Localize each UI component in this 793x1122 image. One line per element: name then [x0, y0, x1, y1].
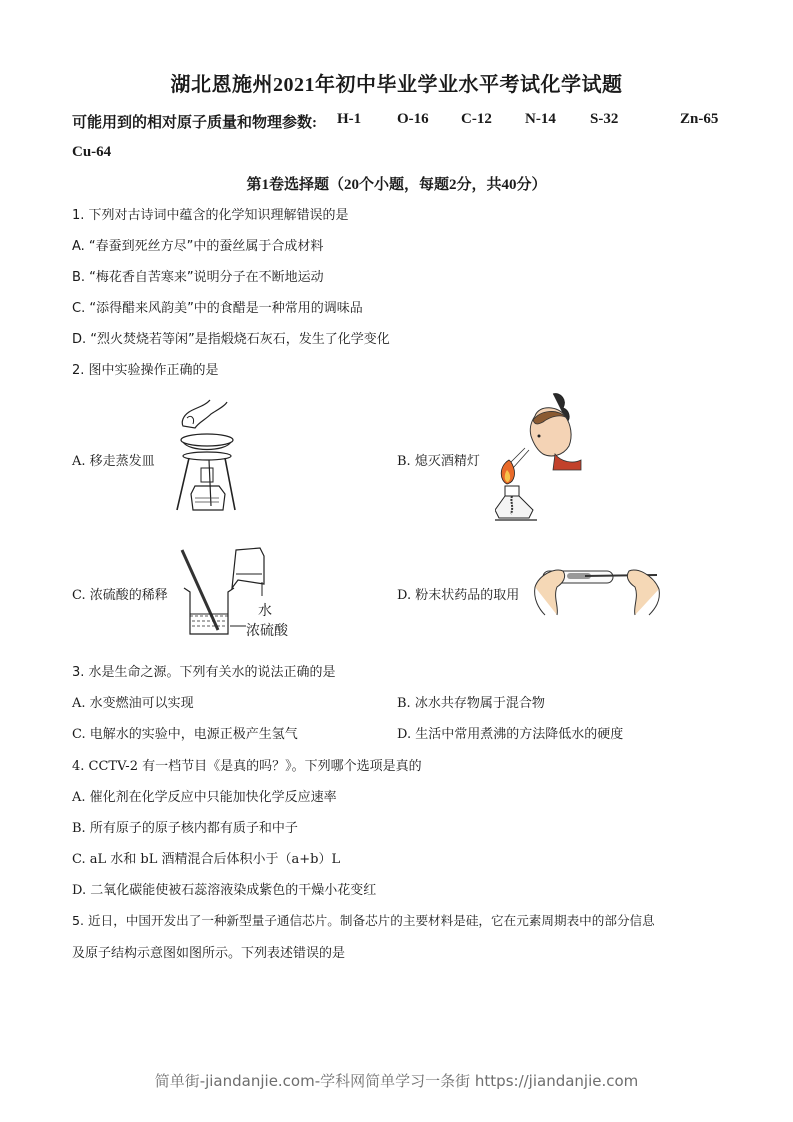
q2-option-a: A. 移走蒸发皿	[72, 454, 155, 469]
q3-option-a: A. 水变燃油可以实现	[72, 696, 194, 711]
question-3-stem: 3. 水是生命之源。下列有关水的说法正确的是	[72, 665, 336, 680]
q4-option-b: B. 所有原子的原子核内都有质子和中子	[72, 821, 298, 836]
q3-option-b: B. 冰水共存物属于混合物	[397, 696, 545, 711]
q4-option-d: D. 二氧化碳能使被石蕊溶液染成紫色的干燥小花变红	[72, 883, 377, 898]
q2-option-c: C. 浓硫酸的稀释	[72, 588, 168, 603]
question-4-stem: 4. CCTV-2 有一档节目《是真的吗？》。下列哪个选项是真的	[72, 759, 422, 774]
q2-option-d: D. 粉末状药品的取用	[397, 588, 520, 603]
water-label: 水	[258, 603, 272, 619]
param-c: C-12	[461, 111, 492, 127]
params-label: 可能用到的相对原子质量和物理参数:	[72, 115, 317, 131]
section-heading: 第1卷选择题（20个小题，每题2分，共40分）	[246, 177, 547, 193]
q3-option-d: D. 生活中常用煮沸的方法降低水的硬度	[397, 727, 624, 742]
alcohol-lamp-figure	[495, 392, 595, 524]
question-2-stem: 2. 图中实验操作正确的是	[72, 363, 219, 378]
q1-option-b: B. “梅花香自苦寒来”说明分子在不断地运动	[72, 270, 324, 285]
question-1-stem: 1. 下列对古诗词中蕴含的化学知识理解错误的是	[72, 208, 349, 223]
evaporating-dish-figure	[165, 398, 245, 513]
param-zn: Zn-65	[680, 111, 719, 127]
param-cu: Cu-64	[72, 144, 112, 160]
question-5-stem-line-1: 5. 近日，中国开发出了一种新型量子通信芯片。制备芯片的主要材料是硅，它在元素周期表中的部分信息	[72, 913, 655, 928]
q1-option-a: A. “春蚕到死丝方尽”中的蚕丝属于合成材料	[72, 239, 324, 254]
param-o: O-16	[397, 111, 429, 127]
footer-watermark: 简单街-jiandanjie.com-学科网简单学习一条街 https://jiandanjie.com	[154, 1072, 639, 1090]
param-h: H-1	[337, 111, 362, 127]
q4-option-c: C. aL 水和 bL 酒精混合后体积小于（a+b）L	[72, 852, 341, 867]
atomic-mass-params	[72, 111, 724, 132]
q1-option-d: D. “烈火焚烧若等闲”是指煅烧石灰石，发生了化学变化	[72, 332, 390, 347]
param-n: N-14	[525, 111, 556, 127]
page-title: 湖北恩施州2021年初中毕业学业水平考试化学试题	[170, 74, 623, 96]
q2-option-b: B. 熄灭酒精灯	[397, 454, 480, 469]
acid-label: 浓硫酸	[246, 623, 288, 639]
powder-reagent-figure	[533, 563, 663, 619]
question-5-stem-line-2: 及原子结构示意图如图所示。下列表述错误的是	[72, 946, 346, 961]
param-s: S-32	[590, 111, 619, 127]
q3-option-c: C. 电解水的实验中，电源正极产生氢气	[72, 727, 298, 742]
q4-option-a: A. 催化剂在化学反应中只能加快化学反应速率	[72, 790, 337, 805]
q1-option-c: C. “添得醋来风韵美”中的食醋是一种常用的调味品	[72, 301, 363, 316]
